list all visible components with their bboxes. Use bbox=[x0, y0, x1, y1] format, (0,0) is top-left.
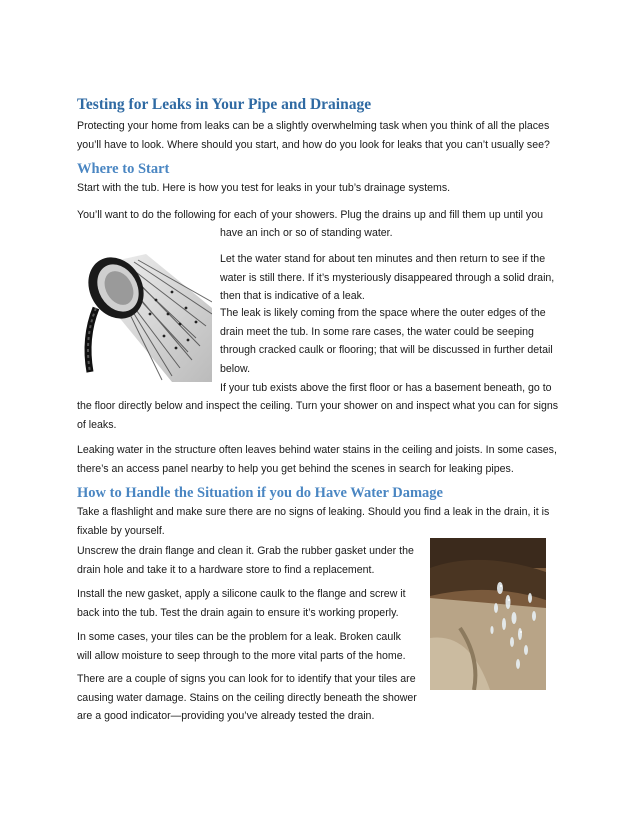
start-paragraph-4: The leak is likely coming from the space where the outer edges of the drain meet the tub. In some rare cases, the water could be seeping through cracked caulk or flooring; that will be discussed in further detail below. bbox=[220, 307, 553, 375]
start-paragraph-5-line-1: If your tub exists above the first floor or has a basement beneath, go to bbox=[220, 382, 552, 394]
start-paragraph-2-line-2: have an inch or so of standing water. bbox=[220, 227, 393, 239]
damage-paragraph-2: Unscrew the drain flange and clean it. Grab the rubber gasket under the drain hole and take it to a hardware store to find a replacement. bbox=[77, 545, 414, 576]
faucet-water-image bbox=[430, 538, 546, 690]
start-paragraph-3: Let the water stand for about ten minutes and then return to see if the water is still there. If it’s mysteriously disappeared through a solid drain, then that is indicative of a leak. bbox=[220, 253, 555, 302]
main-heading: Testing for Leaks in Your Pipe and Drainage bbox=[77, 96, 372, 113]
damage-paragraph-1: Take a flashlight and make sure there are no signs of leaking. Should you find a leak in the drain, it is fixable by yourself. bbox=[77, 506, 550, 537]
shower-head-image bbox=[76, 248, 212, 382]
damage-paragraph-3: Install the new gasket, apply a silicone caulk to the flange and screw it back into the tub. Test the drain again to ensure it’s working properly. bbox=[77, 588, 406, 619]
start-paragraph-1: Start with the tub. Here is how you test for leaks in your tub’s drainage systems. bbox=[77, 182, 451, 194]
damage-paragraph-5: There are a couple of signs you can look for to identify that your tiles are causing water damage. Stains on the ceiling directly beneath the shower are a good indicator—providing you’ve already tested the drain. bbox=[77, 673, 417, 722]
start-paragraph-2-line-1: You’ll want to do the following for each of your showers. Plug the drains up and fill them up until you bbox=[77, 209, 544, 221]
start-paragraph-5-rest: the floor directly below and inspect the ceiling. Turn your shower on and inspect what you can for signs of leaks. bbox=[77, 400, 559, 431]
where-to-start-heading: Where to Start bbox=[77, 161, 170, 177]
start-paragraph-6: Leaking water in the structure often leaves behind water stains in the ceiling and joists. In some cases, there’s an access panel nearby to help you get behind the scenes in search for leaking pipes. bbox=[77, 444, 557, 475]
water-damage-heading: How to Handle the Situation if you do Have Water Damage bbox=[77, 485, 443, 501]
intro-paragraph: Protecting your home from leaks can be a slightly overwhelming task when you think of all the places you’ll have to look. Where should you start, and how do you look for leaks that you can’t usually see? bbox=[77, 120, 550, 151]
damage-paragraph-4: In some cases, your tiles can be the problem for a leak. Broken caulk will allow moisture to seep through to the more vital parts of the home. bbox=[77, 631, 406, 662]
